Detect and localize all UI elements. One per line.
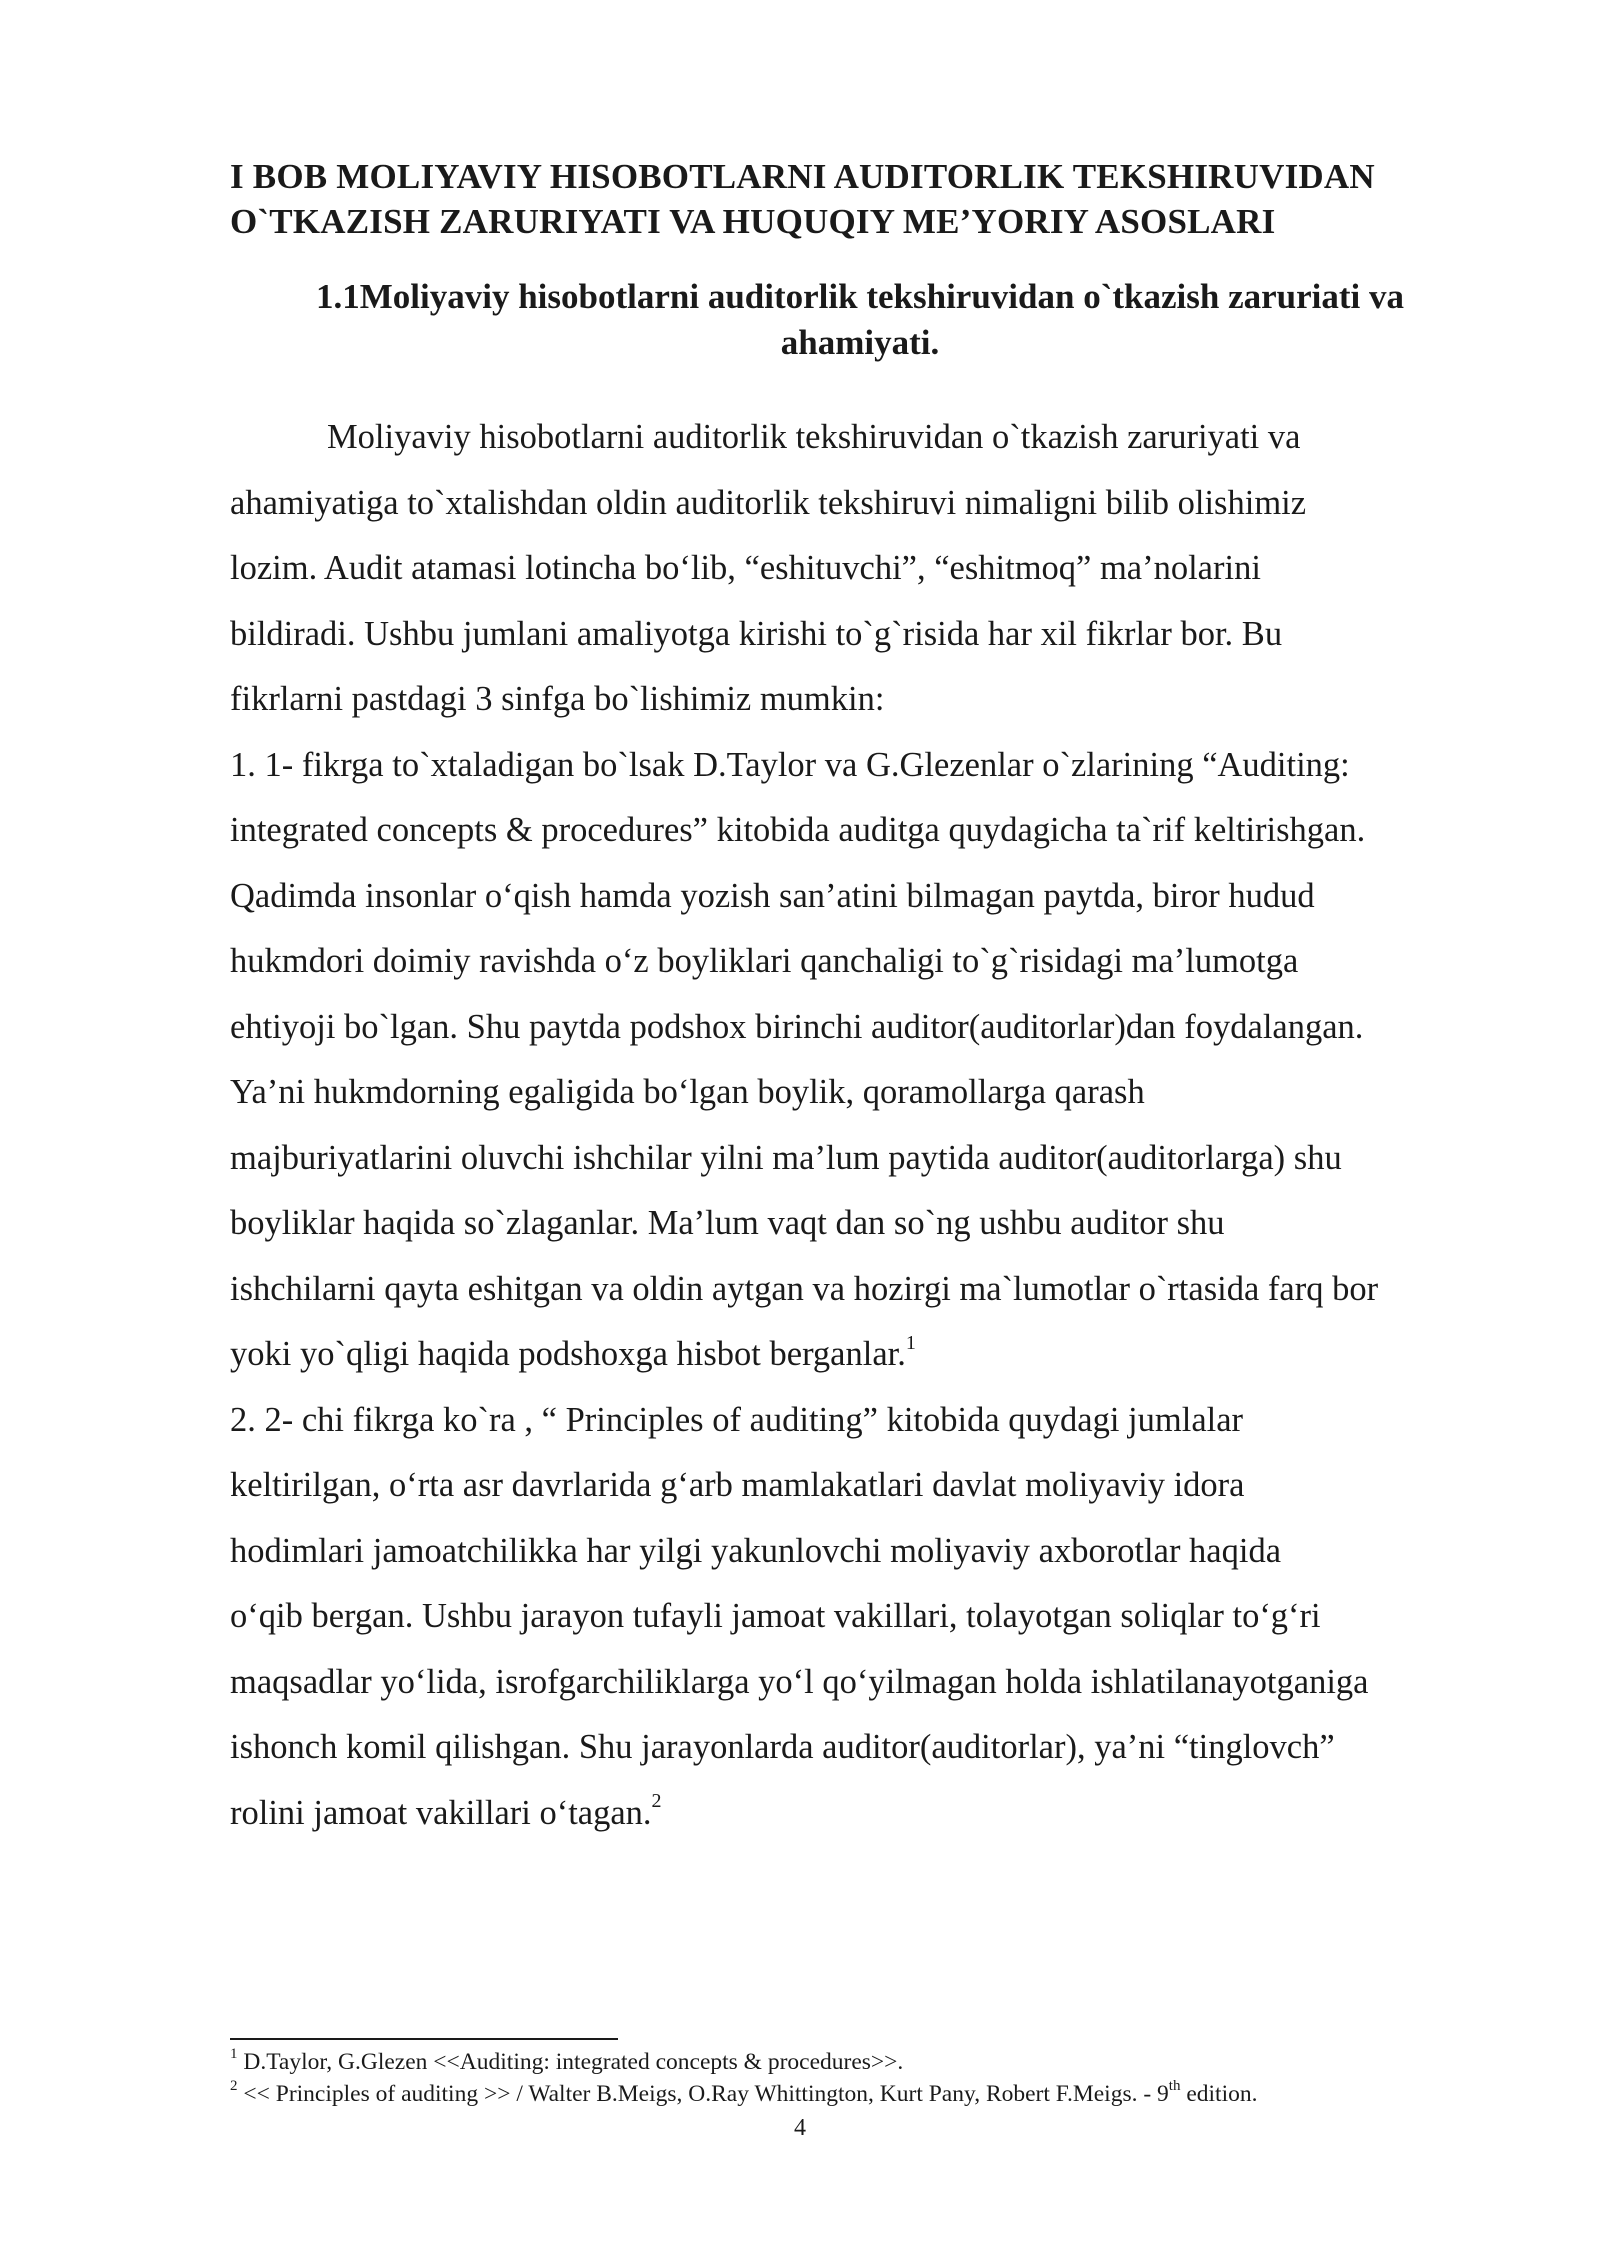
footnote-separator (230, 2038, 618, 2040)
body-line: keltirilgan, o‘rta asr davrlarida g‘arb mamlakatlari davlat moliyaviy idora (230, 1466, 1245, 1504)
body-line-with-footnote-1 (230, 1322, 1530, 1388)
footnotes (230, 2046, 1530, 2110)
footnote-2-text: << Principles of auditing >> / Walter B.Meigs, O.Ray Whittington, Kurt Pany, Robert F.Meigs. - 9 (237, 2081, 1169, 2107)
body-line: ishchilarni qayta eshitgan va oldin aytgan va hozirgi ma`lumotlar o`rtasida farq bor (230, 1269, 1379, 1308)
chapter-title-line-1: I BOB MOLIYAVIY HISOBOTLARNI AUDITORLIK TEKSHIRUVIDAN (230, 157, 1375, 196)
footnote-2-text-end: edition. (1180, 2081, 1258, 2107)
body-line: lozim. Audit atamasi lotincha bo‘lib, “eshituvchi”, “eshitmoq” ma’nolarini (230, 549, 1261, 587)
body-line: hodimlari jamoatchilikka har yilgi yakunlovchi moliyaviy axborotlar haqida (230, 1531, 1282, 1570)
body-line: Ya’ni hukmdorning egaligida bo‘lgan boylik, qoramollarga qarash (230, 1073, 1145, 1111)
footnote-1-mark: 1 (230, 2046, 238, 2063)
footnote-2-edition-suffix: th (1168, 2078, 1181, 2095)
body-line: 1. 1- fikrga to`xtaladigan bo`lsak D.Taylor va G.Glezenlar o`zlarining “Auditing: (230, 745, 1350, 784)
chapter-title-line-2: O`TKAZISH ZARURIYATI VA HUQUQIY ME’YORIY ASOSLARI (230, 202, 1276, 241)
footnote-1-text: D.Taylor, G.Glezen <<Auditing: integrated concepts & procedures>>. (237, 2049, 904, 2075)
body-text (230, 405, 1530, 1846)
body-line: 2. 2- chi fikrga ko`ra , “ Principles of auditing” kitobida quydagi jumlalar (230, 1400, 1244, 1439)
footnote-1 (230, 2046, 1530, 2078)
body-line: o‘qib bergan. Ushbu jarayon tufayli jamoat vakillari, tolayotgan soliqlar to‘g‘ri (230, 1597, 1321, 1635)
section-title (230, 274, 1490, 366)
footnote-2 (230, 2078, 1530, 2110)
body-line: Qadimda insonlar o‘qish hamda yozish san’atini bilmagan paytda, biror hudud (230, 876, 1315, 915)
body-line: ahamiyatiga to`xtalishdan oldin auditorlik tekshiruvi nimaligni bilib olishimiz (230, 483, 1307, 522)
footnote-marker-1: 1 (905, 1331, 916, 1354)
body-line: fikrlarni pastdagi 3 sinfga bo`lishimiz mumkin: (230, 680, 885, 718)
page-number: 4 (794, 2115, 806, 2141)
body-line-with-footnote-2 (230, 1781, 1530, 1847)
footnote-marker-2: 2 (651, 1790, 662, 1812)
body-line: maqsadlar yo‘lida, isrofgarchiliklarga yo‘l qo‘yilmagan holda ishlatilanayotganiga (230, 1662, 1369, 1701)
body-line: ishonch komil qilishgan. Shu jarayonlarda auditor(auditorlar), ya’ni “tinglovch” (230, 1728, 1335, 1766)
footnote-2-mark: 2 (230, 2078, 238, 2095)
body-line: hukmdori doimiy ravishda o‘z boyliklari qanchaligi to`g`risidagi ma’lumotga (230, 942, 1299, 980)
body-line: boyliklar haqida so`zlaganlar. Ma’lum vaqt dan so`ng ushbu auditor shu (230, 1204, 1225, 1242)
body-line-text: yoki yo`qligi haqida podshoxga hisbot berganlar. (230, 1335, 906, 1373)
section-title-line-2: ahamiyati. (780, 323, 940, 362)
chapter-title (230, 154, 1490, 244)
body-line: ehtiyoji bo`lgan. Shu paytda podshox birinchi auditor(auditorlar)dan foydalangan. (230, 1007, 1364, 1046)
body-line-text: rolini jamoat vakillari o‘tagan. (230, 1793, 652, 1832)
body-line: majburiyatlarini oluvchi ishchilar yilni ma’lum paytida auditor(auditorlarga) shu (230, 1138, 1342, 1177)
body-line: bildiradi. Ushbu jumlani amaliyotga kirishi to`g`risida har xil fikrlar bor. Bu (230, 614, 1283, 653)
body-line: integrated concepts & procedures” kitobida auditga quydagicha ta`rif keltirishgan. (230, 811, 1366, 849)
body-line: Moliyaviy hisobotlarni auditorlik tekshiruvidan o`tkazish zaruriyati va (327, 418, 1301, 456)
section-title-line-1: 1.1Moliyaviy hisobotlarni auditorlik tekshiruvidan o`tkazish zaruriati va (315, 277, 1404, 316)
